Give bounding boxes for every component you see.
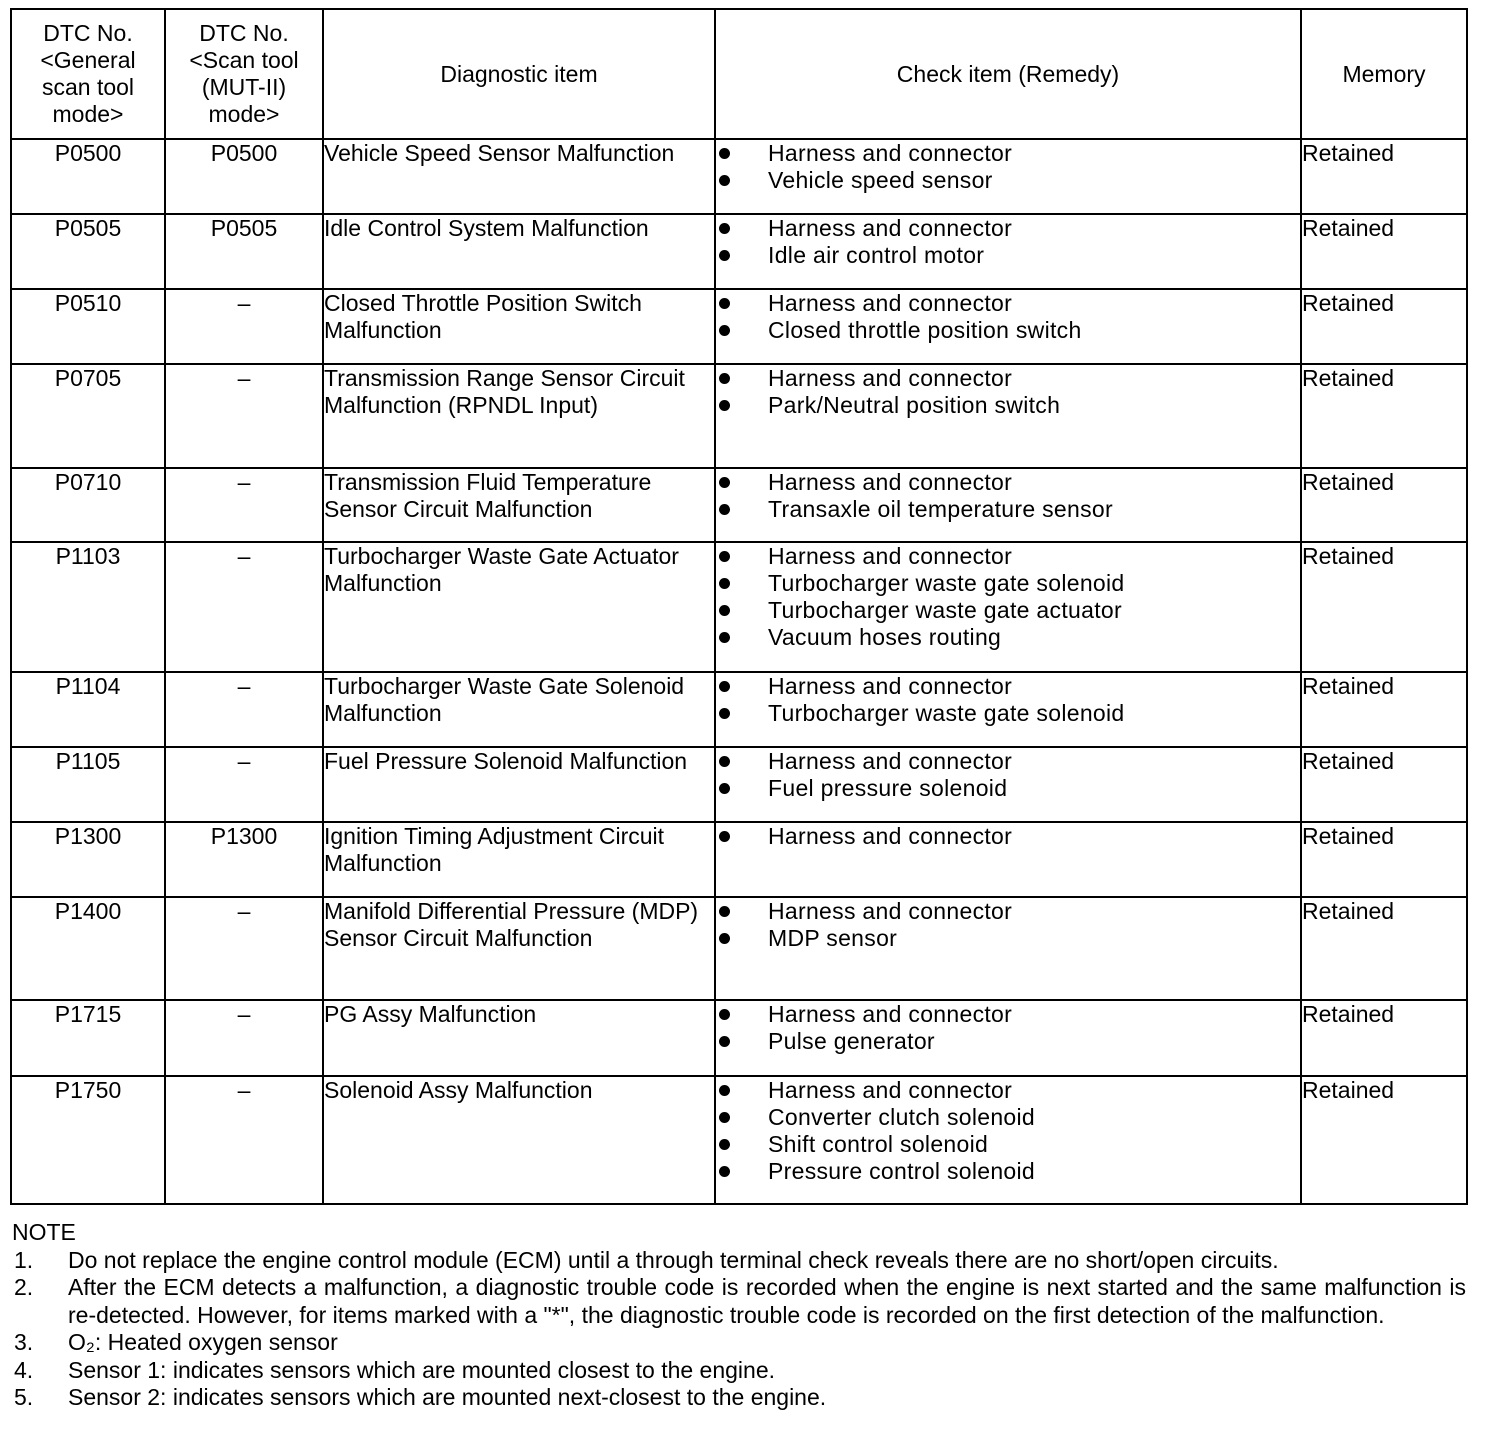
dtc-general-cell: P1105 [11,747,165,822]
note-text: Sensor 1: indicates sensors which are mounted closest to the engine. [68,1356,776,1383]
table-row [11,747,1467,822]
note-number: 2. [14,1274,34,1300]
check-text: Harness and connector [768,823,1013,849]
note-title: NOTE [12,1219,76,1245]
check-text: Pressure control solenoid [768,1158,1036,1184]
bullet-icon [719,906,730,917]
bullet-icon [719,1009,730,1020]
check-list [716,290,1300,344]
check-list-item [716,823,1300,850]
table-row [11,289,1467,364]
check-text: Closed throttle position switch [768,317,1082,343]
table-header-row [11,9,1467,139]
check-list-item [716,1131,1300,1158]
bullet-icon [719,783,730,794]
header-dtc-general: DTC No. <General scan tool mode> [11,9,165,139]
check-text: Harness and connector [768,140,1013,166]
table-row [11,1076,1467,1204]
check-item-cell [715,672,1301,747]
check-item-cell [715,468,1301,542]
dtc-scan-cell: P1300 [165,822,323,897]
check-list [716,215,1300,269]
note-number: 5. [14,1384,34,1410]
table-row [11,364,1467,468]
bullet-icon [719,1139,730,1150]
check-text: Harness and connector [768,748,1013,774]
header-memory: Memory [1301,9,1467,139]
check-text: Turbocharger waste gate solenoid [768,700,1125,726]
bullet-icon [719,175,730,186]
header-diagnostic-item: Diagnostic item [323,9,715,139]
check-list [716,543,1300,651]
check-item-cell [715,214,1301,289]
note-item [10,1247,1466,1275]
check-list-item [716,365,1300,392]
memory-cell: Retained [1301,364,1467,468]
check-list-item [716,700,1300,727]
check-text: Harness and connector [768,1077,1013,1103]
check-list-item [716,496,1300,523]
note-item [10,1329,1466,1357]
bullet-icon [719,1166,730,1177]
diagnostic-item-cell: Closed Throttle Position Switch Malfunction [323,289,715,364]
table-row [11,897,1467,1000]
dtc-scan-cell: – [165,364,323,468]
memory-cell: Retained [1301,1000,1467,1076]
check-text: Park/Neutral position switch [768,392,1061,418]
bullet-icon [719,756,730,767]
bullet-icon [719,148,730,159]
check-list-item [716,242,1300,269]
check-list-item [716,673,1300,700]
check-list-item [716,392,1300,419]
diagnostic-item-cell: Transmission Fluid Temperature Sensor Circuit Malfunction [323,468,715,542]
check-text: Turbocharger waste gate actuator [768,597,1122,623]
check-list-item [716,543,1300,570]
dtc-scan-cell: – [165,747,323,822]
dtc-general-cell: P0710 [11,468,165,542]
memory-cell: Retained [1301,139,1467,214]
bullet-icon [719,551,730,562]
memory-cell: Retained [1301,897,1467,1000]
dtc-scan-cell: – [165,897,323,1000]
dtc-general-cell: P1400 [11,897,165,1000]
dtc-scan-cell: P0505 [165,214,323,289]
check-list-item [716,1028,1300,1055]
check-text: Shift control solenoid [768,1131,989,1157]
bullet-icon [719,831,730,842]
check-item-cell [715,1000,1301,1076]
note-text: Sensor 2: indicates sensors which are mounted next-closest to the engine. [68,1384,827,1410]
table-row [11,822,1467,897]
check-list-item [716,624,1300,651]
bullet-icon [719,250,730,261]
check-item-cell [715,747,1301,822]
check-item-cell [715,364,1301,468]
check-text: Turbocharger waste gate solenoid [768,570,1125,596]
bullet-icon [719,1085,730,1096]
check-list [716,1077,1300,1185]
check-text: Harness and connector [768,1001,1013,1027]
diagnostic-item-cell: Idle Control System Malfunction [323,214,715,289]
bullet-icon [719,1036,730,1047]
diagnostic-item-cell: Turbocharger Waste Gate Actuator Malfunction [323,542,715,672]
bullet-icon [719,223,730,234]
bullet-icon [719,298,730,309]
check-list [716,365,1300,419]
diagnostic-item-cell: Solenoid Assy Malfunction [323,1076,715,1204]
check-text: Harness and connector [768,543,1013,569]
table-row [11,468,1467,542]
check-text: Pulse generator [768,1028,935,1054]
memory-cell: Retained [1301,542,1467,672]
memory-cell: Retained [1301,747,1467,822]
check-list [716,673,1300,727]
diagnostic-item-cell: Vehicle Speed Sensor Malfunction [323,139,715,214]
bullet-icon [719,373,730,384]
dtc-general-cell: P1104 [11,672,165,747]
bullet-icon [719,933,730,944]
check-item-cell [715,542,1301,672]
check-list [716,140,1300,194]
note-text: After the ECM detects a malfunction, a diagnostic trouble code is recorded when the engine is next started and the same malfunction is re-detected. However, for items marked with a "*", the diagnostic trouble code is recorded on the first detection of the malfunction. [68,1274,1466,1328]
table-row [11,139,1467,214]
dtc-general-cell: P0705 [11,364,165,468]
table-body [11,139,1467,1204]
dtc-general-cell: P0505 [11,214,165,289]
check-text: Transaxle oil temperature sensor [768,496,1113,522]
check-list-item [716,570,1300,597]
check-list-item [716,1104,1300,1131]
diagnostic-item-cell: PG Assy Malfunction [323,1000,715,1076]
bullet-icon [719,708,730,719]
check-list [716,748,1300,802]
check-text: Harness and connector [768,673,1013,699]
note-item [10,1274,1466,1329]
check-list-item [716,290,1300,317]
check-list [716,1001,1300,1055]
bullet-icon [719,578,730,589]
check-list-item [716,215,1300,242]
bullet-icon [719,504,730,515]
memory-cell: Retained [1301,214,1467,289]
check-text: MDP sensor [768,925,898,951]
memory-cell: Retained [1301,672,1467,747]
check-text: Harness and connector [768,290,1013,316]
dtc-general-cell: P0500 [11,139,165,214]
check-list-item [716,1077,1300,1104]
dtc-general-cell: P1750 [11,1076,165,1204]
bullet-icon [719,605,730,616]
check-text: Harness and connector [768,898,1013,924]
bullet-icon [719,632,730,643]
diagnostic-item-cell: Turbocharger Waste Gate Solenoid Malfunction [323,672,715,747]
diagnostic-item-cell: Transmission Range Sensor Circuit Malfunction (RPNDL Input) [323,364,715,468]
check-list-item [716,748,1300,775]
check-list-item [716,167,1300,194]
dtc-scan-cell: – [165,542,323,672]
check-list-item [716,775,1300,802]
document-page [10,8,1466,1412]
check-list-item [716,140,1300,167]
check-text: Harness and connector [768,469,1013,495]
note-number: 1. [14,1246,34,1273]
check-list-item [716,1001,1300,1028]
bullet-icon [719,477,730,488]
diagnostic-item-cell: Ignition Timing Adjustment Circuit Malfunction [323,822,715,897]
diagnostic-item-cell: Fuel Pressure Solenoid Malfunction [323,747,715,822]
note-list [10,1247,1466,1412]
table-row [11,1000,1467,1076]
dtc-general-cell: P1300 [11,822,165,897]
check-list [716,469,1300,523]
check-list-item [716,597,1300,624]
dtc-general-cell: P1715 [11,1000,165,1076]
note-item [10,1357,1466,1385]
check-list-item [716,317,1300,344]
memory-cell: Retained [1301,468,1467,542]
check-item-cell [715,1076,1301,1204]
check-item-cell [715,289,1301,364]
table-row [11,542,1467,672]
memory-cell: Retained [1301,1076,1467,1204]
check-text: Harness and connector [768,365,1013,391]
bullet-icon [719,325,730,336]
table-row [11,672,1467,747]
note-number: 3. [14,1329,34,1355]
dtc-scan-cell: – [165,1076,323,1204]
note-text: O₂: Heated oxygen sensor [68,1329,338,1355]
dtc-scan-cell: – [165,289,323,364]
memory-cell: Retained [1301,289,1467,364]
check-list [716,898,1300,952]
check-text: Vacuum hoses routing [768,624,1002,650]
check-list-item [716,469,1300,496]
check-list-item [716,898,1300,925]
note-text: Do not replace the engine control module (ECM) until a through terminal check reveals there are no short/open circuits. [68,1246,1279,1273]
check-list [716,823,1300,850]
bullet-icon [719,400,730,411]
dtc-general-cell: P1103 [11,542,165,672]
check-text: Fuel pressure solenoid [768,775,1008,801]
header-check-item: Check item (Remedy) [715,9,1301,139]
diagnostic-item-cell: Manifold Differential Pressure (MDP) Sensor Circuit Malfunction [323,897,715,1000]
note-section [10,1219,1466,1412]
check-item-cell [715,822,1301,897]
bullet-icon [719,1112,730,1123]
bullet-icon [719,681,730,692]
dtc-general-cell: P0510 [11,289,165,364]
memory-cell: Retained [1301,822,1467,897]
table-row [11,214,1467,289]
note-item [10,1384,1466,1412]
check-list-item [716,1158,1300,1185]
check-list-item [716,925,1300,952]
dtc-scan-cell: – [165,672,323,747]
check-text: Idle air control motor [768,242,985,268]
header-dtc-scan-tool: DTC No. <Scan tool (MUT-II) mode> [165,9,323,139]
check-item-cell [715,897,1301,1000]
dtc-scan-cell: – [165,468,323,542]
note-number: 4. [14,1356,34,1383]
check-text: Harness and connector [768,215,1013,241]
dtc-scan-cell: P0500 [165,139,323,214]
check-text: Vehicle speed sensor [768,167,993,193]
check-item-cell [715,139,1301,214]
check-text: Converter clutch solenoid [768,1104,1036,1130]
dtc-table [10,8,1468,1205]
dtc-scan-cell: – [165,1000,323,1076]
